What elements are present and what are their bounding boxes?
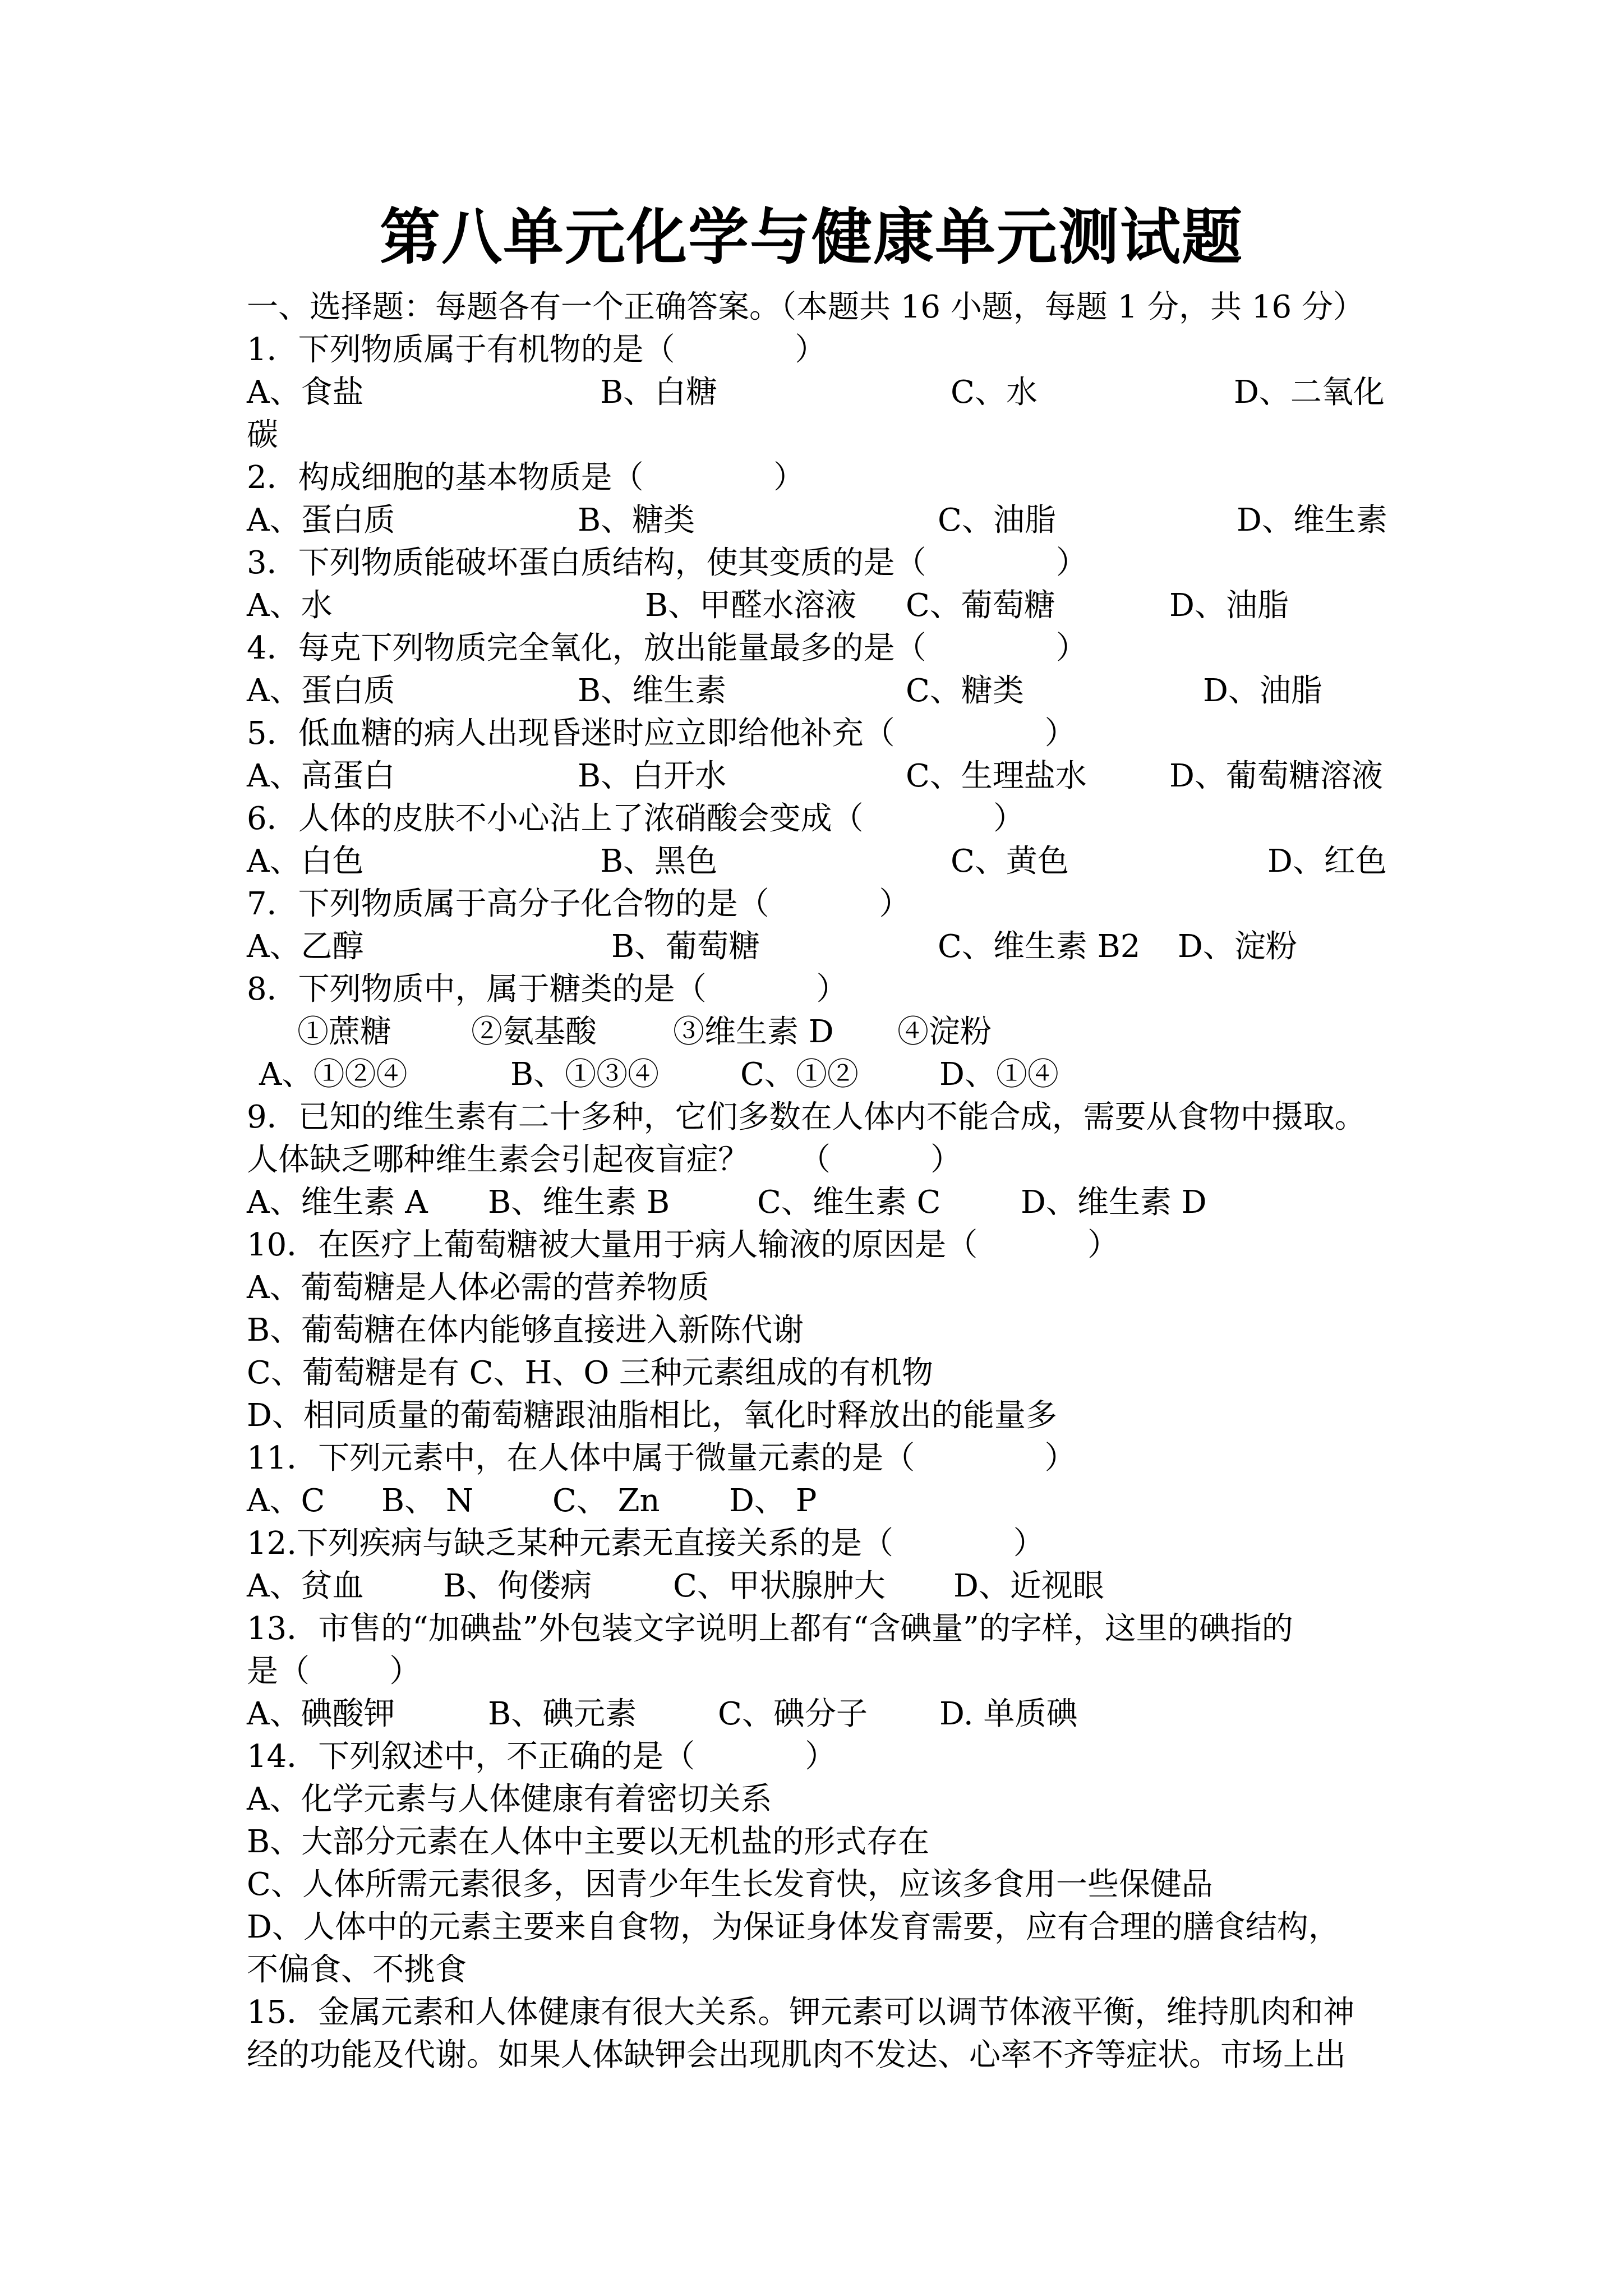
item-1: ①蔗糖: [297, 1014, 391, 1050]
option-d: D、近视眼: [953, 1568, 1104, 1604]
question-10-option-d: D、相同质量的葡萄糖跟油脂相比，氧化时释放出的能量多: [247, 1397, 1057, 1434]
option-a: A、维生素 A: [247, 1184, 428, 1221]
question-11-options: [247, 1480, 1391, 1522]
option-c: C、①②: [740, 1056, 859, 1093]
question-10-option-b: B、葡萄糖在体内能够直接进入新陈代谢: [247, 1312, 804, 1349]
question-8-items: [247, 1011, 1391, 1053]
question-9-options: [247, 1181, 1391, 1224]
option-d: D、油脂: [1169, 587, 1289, 624]
question-14-option-b: B、大部分元素在人体中主要以无机盐的形式存在: [247, 1824, 930, 1860]
question-14-option-d: D、人体中的元素主要来自食物，为保证身体发育需要，应有合理的膳食结构，: [247, 1909, 1340, 1945]
page-title: 第八单元化学与健康单元测试题: [379, 202, 1243, 273]
question-10-option-a: A、葡萄糖是人体必需的营养物质: [247, 1269, 709, 1306]
question-12-options: [247, 1565, 1391, 1608]
option-c: C、甲状腺肿大: [673, 1568, 886, 1604]
question-14-option-a: A、化学元素与人体健康有着密切关系: [247, 1781, 772, 1818]
question-2: 2．构成细胞的基本物质是（ ）: [247, 459, 805, 496]
question-9-line-2: 人体缺乏哪种维生素会引起夜盲症？ （ ）: [247, 1142, 962, 1178]
question-5: 5．低血糖的病人出现昏迷时应立即给他补充（ ）: [247, 715, 1076, 752]
question-13-options: [247, 1693, 1391, 1736]
option-a: A、C: [247, 1483, 325, 1519]
option-b: B、白开水: [578, 758, 727, 794]
question-14-option-c: C、人体所需元素很多，因青少年生长发育快，应该多食用一些保健品: [247, 1866, 1213, 1903]
question-15-line-2: 经的功能及代谢。如果人体缺钾会出现肌肉不发达、心率不齐等症状。市场上出: [247, 2037, 1346, 2073]
question-10: 10．在医疗上葡萄糖被大量用于病人输液的原因是（ ）: [247, 1227, 1119, 1263]
question-9: 9．已知的维生素有二十多种，它们多数在人体内不能合成，需要从食物中摄取。: [247, 1099, 1366, 1135]
option-c: C、生理盐水: [906, 758, 1087, 794]
option-b: B、甲醛水溶液: [645, 587, 857, 624]
option-a: A、①②④: [259, 1056, 408, 1093]
question-1: 1．下列物质属于有机物的是（ ）: [247, 332, 827, 368]
option-c: C、葡萄糖: [906, 587, 1055, 624]
option-a: A、高蛋白: [247, 758, 395, 794]
option-b: B、黑色: [600, 843, 718, 880]
option-b: B、白糖: [600, 374, 718, 411]
option-d: D、维生素 D: [1021, 1184, 1207, 1221]
question-8-options: [247, 1053, 1391, 1096]
option-d: D、油脂: [1203, 673, 1322, 709]
option-d: D、红色: [1267, 843, 1387, 880]
question-6-options: [247, 840, 1391, 883]
question-6: 6．人体的皮肤不小心沾上了浓硝酸会变成（ ）: [247, 800, 1025, 837]
question-3: 3．下列物质能破坏蛋白质结构，使其变质的是（ ）: [247, 545, 1088, 581]
question-3-options: [247, 585, 1391, 627]
option-a: A、贫血: [247, 1568, 364, 1604]
item-4: ④淀粉: [897, 1014, 992, 1050]
item-2: ②氨基酸: [471, 1014, 597, 1050]
section-heading: 一、选择题：每题各有一个正确答案。（本题共 16 小题，每题 1 分，共 16 分）: [247, 289, 1364, 325]
option-b: B、维生素 B: [488, 1184, 670, 1221]
option-d: D、 P: [729, 1483, 817, 1519]
question-10-option-c: C、葡萄糖是有 C、H、O 三种元素组成的有机物: [247, 1355, 934, 1391]
option-b: B、 N: [381, 1483, 473, 1519]
question-7: 7．下列物质属于高分子化合物的是（ ）: [247, 886, 911, 922]
question-1-options: [247, 371, 1391, 414]
item-3: ③维生素 D: [673, 1014, 834, 1050]
option-a: A、水: [247, 587, 333, 624]
question-12: 12.下列疾病与缺乏某种元素无直接关系的是（ ）: [247, 1525, 1045, 1562]
question-8: 8．下列物质中，属于糖类的是（ ）: [247, 971, 848, 1007]
option-d: D. 单质碘: [939, 1696, 1078, 1732]
question-13: 13．市售的“加碘盐”外包装文字说明上都有“含碘量”的字样，这里的碘指的: [247, 1611, 1293, 1647]
option-d: D、淀粉: [1178, 928, 1297, 965]
option-c: C、维生素 B2: [938, 928, 1141, 965]
option-b: B、碘元素: [488, 1696, 637, 1732]
question-1-wrap: 碳: [247, 417, 278, 453]
option-c: C、碘分子: [718, 1696, 868, 1732]
option-b: B、佝偻病: [443, 1568, 592, 1604]
question-2-options: [247, 499, 1391, 542]
option-b: B、维生素: [578, 673, 727, 709]
option-c: C、 Zn: [552, 1483, 660, 1519]
option-a: A、乙醇: [247, 928, 364, 965]
option-a: A、白色: [247, 843, 364, 880]
option-d: D、①④: [939, 1056, 1059, 1093]
option-c: C、水: [951, 374, 1038, 411]
question-14: 14．下列叙述中，不正确的是（ ）: [247, 1738, 837, 1775]
option-a: A、碘酸钾: [247, 1696, 395, 1732]
option-a: A、蛋白质: [247, 502, 395, 539]
option-b: B、糖类: [578, 502, 695, 539]
option-c: C、黄色: [951, 843, 1069, 880]
question-11: 11．下列元素中，在人体中属于微量元素的是（ ）: [247, 1440, 1076, 1476]
option-b: B、①③④: [510, 1056, 660, 1093]
option-c: C、维生素 C: [757, 1184, 941, 1221]
option-d: D、维生素: [1237, 502, 1387, 539]
option-a: A、食盐: [247, 374, 364, 411]
question-5-options: [247, 755, 1391, 798]
option-d: D、葡萄糖溶液: [1169, 758, 1383, 794]
option-c: C、油脂: [938, 502, 1056, 539]
question-7-options: [247, 926, 1391, 968]
question-15: 15．金属元素和人体健康有很大关系。钾元素可以调节体液平衡，维持肌肉和神: [247, 1994, 1355, 2031]
question-4-options: [247, 670, 1391, 712]
option-b: B、葡萄糖: [611, 928, 760, 965]
question-4: 4．每克下列物质完全氧化，放出能量最多的是（ ）: [247, 630, 1088, 666]
option-c: C、糖类: [906, 673, 1024, 709]
option-d: D、二氧化: [1234, 374, 1385, 411]
question-14-option-d-wrap: 不偏食、不挑食: [247, 1952, 467, 1988]
option-a: A、蛋白质: [247, 673, 395, 709]
question-13-line-2: 是（ ）: [247, 1653, 421, 1690]
